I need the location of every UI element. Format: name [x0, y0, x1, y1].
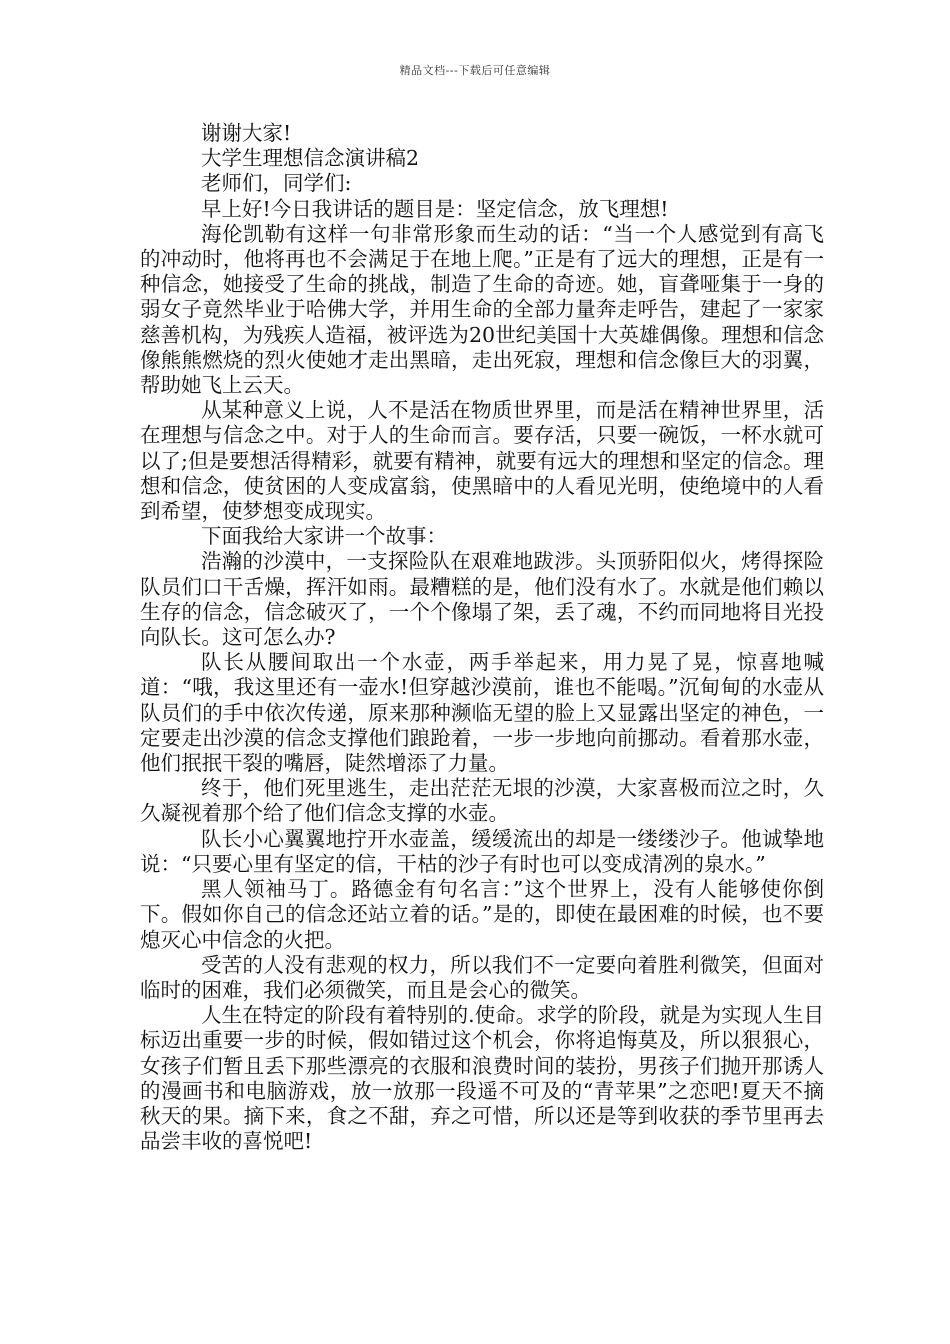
paragraph: 队长从腰间取出一个水壶，两手举起来，用力晃了晃，惊喜地喊道：“哦，我这里还有一壶水!但穿越沙漠前，谁也不能喝。”沉甸甸的水壶从队员们的手中依次传递，原来那种濒临无望的脸上又显露出坚定的神色，一定要走出沙漠的信念支撑他们踉跄着，一步一步地向前挪动。看着那水壶，他们抿抿干裂的嘴唇，陡然增添了力量。 — [140, 650, 824, 776]
paragraph-closing: 谢谢大家! — [201, 121, 292, 145]
salutation: 老师们，同学们: — [201, 171, 352, 196]
paragraph: 终于，他们死里逃生，走出茫茫无垠的沙漠，大家喜极而泣之时，久久凝视着那个给了他们信念支撑的水壶。 — [140, 776, 824, 826]
paragraph: 早上好!今日我讲话的题目是：坚定信念，放飞理想! — [201, 196, 669, 221]
document-body — [140, 121, 824, 1154]
paragraph: 下面我给大家讲一个故事： — [201, 524, 447, 549]
page-header: 精品文档---下载后可任意编辑 — [399, 64, 551, 77]
paragraph: 海伦凯勒有这样一句非常形象而生动的话：“当一个人感觉到有高飞的冲动时，他将再也不会满足于在地上爬。”正是有了远大的理想，正是有一种信念，她接受了生命的挑战，制造了生命的奇迹。她，盲聋哑集于一身的弱女子竟然毕业于哈佛大学，并用生命的全部力量奔走呼告，建起了一家家慈善机构，为残疾人造福，被评选为20世纪美国十大英雄偶像。理想和信念像熊熊燃烧的烈火使她才走出黑暗，走出死寂，理想和信念像巨大的羽翼，帮助她飞上云天。 — [140, 221, 824, 398]
paragraph: 浩瀚的沙漠中，一支探险队在艰难地跋涉。头顶骄阳似火，烤得探险队员们口干舌燥，挥汗如雨。最糟糕的是，他们没有水了。水就是他们赖以生存的信念，信念破灭了，一个个像塌了架，丢了魂，不约而同地将目光投向队长。这可怎么办? — [140, 549, 824, 650]
paragraph: 从某种意义上说，人不是活在物质世界里，而是活在精神世界里，活在理想与信念之中。对于人的生命而言。要存活，只要一碗饭，一杯水就可以了;但是要想活得精彩，就要有精神，就要有远大的理想和坚定的信念。理想和信念，使贫困的人变成富翁，使黑暗中的人看见光明，使绝境中的人看到希望，使梦想变成现实。 — [140, 398, 824, 524]
paragraph: 受苦的人没有悲观的权力，所以我们不一定要向着胜利微笑，但面对临时的困难，我们必须微笑，而且是会心的微笑。 — [140, 952, 824, 1002]
paragraph: 人生在特定的阶段有着特别的.使命。求学的阶段，就是为实现人生目标迈出重要一步的时候，假如错过这个机会，你将追悔莫及，所以狠狠心，女孩子们暂且丢下那些漂亮的衣服和浪费时间的装扮，男孩子们抛开那诱人的漫画书和电脑游戏，放一放那一段遥不可及的“青苹果”之恋吧!夏天不摘秋天的果。摘下来，食之不甜，弃之可惜，所以还是等到收获的季节里再去品尝丰收的喜悦吧! — [140, 1003, 824, 1154]
paragraph: 队长小心翼翼地拧开水壶盖，缓缓流出的却是一缕缕沙子。他诚挚地说：“只要心里有坚定的信，干枯的沙子有时也可以变成清冽的泉水。” — [140, 826, 824, 876]
document-title: 大学生理想信念演讲稿2 — [201, 146, 420, 171]
paragraph: 黑人领袖马丁。路德金有句名言：”这个世界上，没有人能够使你倒下。假如你自己的信念还站立着的话。”是的，即使在最困难的时候，也不要熄灭心中信念的火把。 — [140, 877, 824, 952]
